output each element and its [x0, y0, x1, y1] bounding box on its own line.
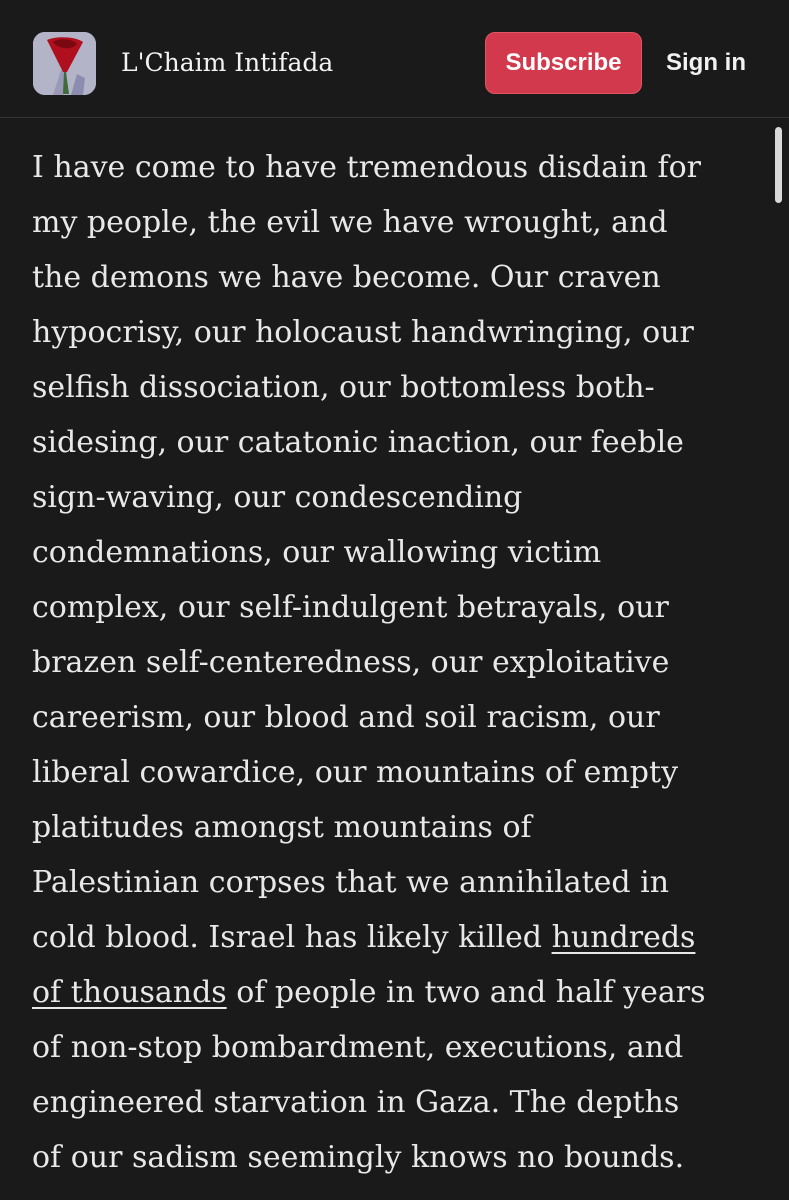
article-line: sign-waving, our condescending	[32, 480, 523, 515]
article-line: platitudes amongst mountains of	[32, 810, 532, 845]
rose-logo-icon[interactable]	[33, 32, 96, 95]
site-header	[0, 0, 789, 118]
hundreds-of-thousands-link[interactable]: hundreds	[551, 920, 696, 955]
scrollbar[interactable]	[775, 127, 782, 203]
article-text: of people in two and half years	[226, 975, 706, 1010]
article-body	[32, 140, 772, 1185]
hundreds-of-thousands-link[interactable]: of thousands	[32, 975, 227, 1010]
article-line: brazen self-centeredness, our exploitative	[32, 645, 670, 680]
article-line: of non-stop bombardment, executions, and	[32, 1030, 684, 1065]
article-line: complex, our self-indulgent betrayals, our	[32, 590, 669, 625]
article-line: my people, the evil we have wrought, and	[32, 205, 668, 240]
article-line: the demons we have become. Our craven	[32, 260, 661, 295]
article-line	[32, 965, 772, 1020]
article-line: careerism, our blood and soil racism, our	[32, 700, 660, 735]
subscribe-button[interactable]: Subscribe	[485, 32, 642, 94]
article-line: selfish dissociation, our bottomless both-	[32, 370, 655, 405]
sign-in-button[interactable]: Sign in	[666, 49, 746, 76]
article-line: condemnations, our wallowing victim	[32, 535, 602, 570]
article-line: Palestinian corpses that we annihilated in	[32, 865, 670, 900]
article-line: sidesing, our catatonic inaction, our feeble	[32, 425, 684, 460]
article-line: hypocrisy, our holocaust handwringing, our	[32, 315, 694, 350]
article-line: I have come to have tremendous disdain for	[32, 150, 701, 185]
article-line: liberal cowardice, our mountains of empty	[32, 755, 679, 790]
article-line	[32, 910, 772, 965]
publication-name[interactable]: L'Chaim Intifada	[121, 48, 334, 77]
article-line: engineered starvation in Gaza. The depths	[32, 1085, 680, 1120]
article-text: cold blood. Israel has likely killed	[32, 920, 552, 955]
article-line: of our sadism seemingly knows no bounds.	[32, 1140, 685, 1175]
